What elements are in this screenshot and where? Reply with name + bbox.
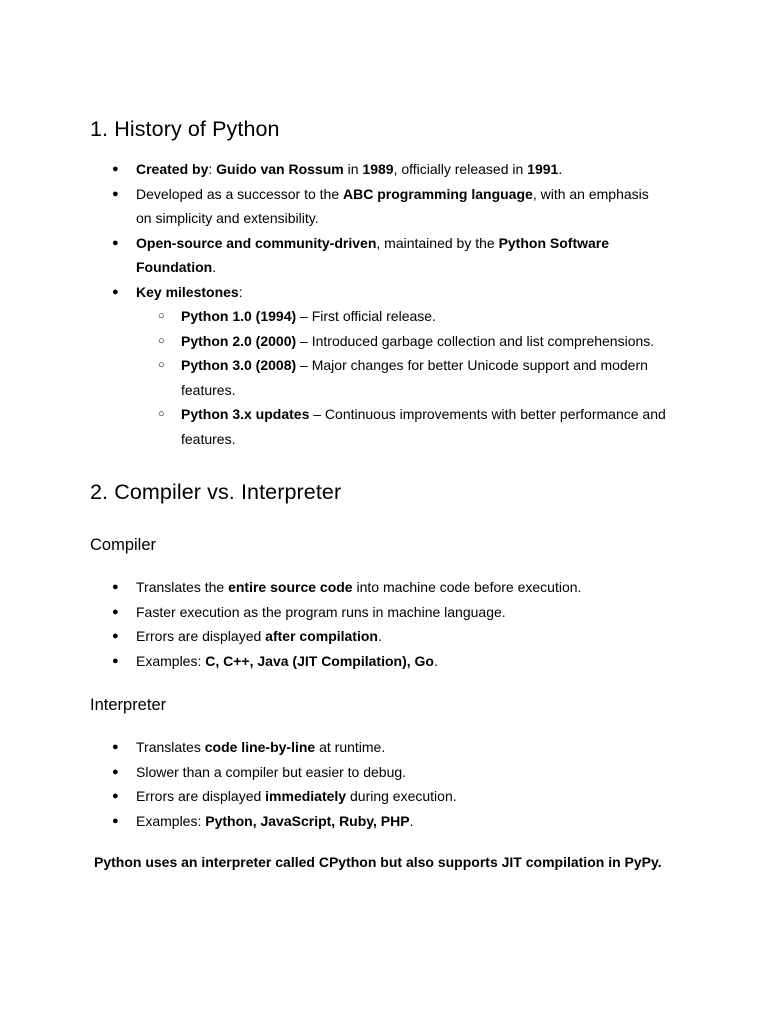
text-run: Translates the bbox=[136, 579, 229, 595]
milestone-item bbox=[136, 402, 668, 451]
bullet-icon: ● bbox=[112, 741, 119, 753]
text-run: – Continuous improvements with better performance and features. bbox=[181, 406, 666, 447]
text-run: . bbox=[433, 652, 438, 669]
text-run: Errors are displayed bbox=[136, 788, 266, 804]
bullet-icon: ● bbox=[112, 163, 119, 175]
compiler-item bbox=[0, 624, 768, 649]
bullet-icon: ○ bbox=[158, 408, 165, 420]
bullet-icon: ● bbox=[112, 654, 119, 667]
text-run: during execution. bbox=[346, 788, 457, 804]
text-run: Developed as a successor to the bbox=[136, 185, 344, 202]
bold-text: Python 2.0 (2000) bbox=[181, 332, 297, 349]
history-list bbox=[0, 157, 768, 451]
interpreter-item bbox=[0, 735, 768, 760]
text-run: : bbox=[238, 283, 243, 300]
compiler-heading: Compiler bbox=[90, 536, 157, 554]
text-run: , officially released in bbox=[393, 161, 528, 177]
compiler-item bbox=[0, 600, 768, 625]
bold-text: Python, JavaScript, Ruby, PHP bbox=[205, 812, 410, 829]
bold-text: Python 3.0 (2008) bbox=[181, 357, 297, 373]
bullet-icon: ○ bbox=[158, 310, 165, 322]
compiler-list bbox=[0, 575, 768, 673]
text-run: into machine code before execution. bbox=[352, 579, 582, 595]
text-run: . bbox=[558, 161, 563, 177]
text-run: Slower than a compiler but easier to debug. bbox=[136, 763, 407, 780]
text-run: , maintained by the bbox=[376, 234, 499, 251]
bold-text: ABC programming language bbox=[343, 185, 533, 202]
history-item bbox=[0, 231, 768, 280]
bold-text: code line-by-line bbox=[204, 739, 316, 755]
text-run: . bbox=[409, 812, 414, 829]
bullet-icon: ● bbox=[112, 187, 119, 200]
text-run: – Major changes for better Unicode support and modern features. bbox=[181, 357, 648, 398]
history-item bbox=[0, 157, 768, 182]
history-item bbox=[0, 182, 768, 231]
bold-text: 1989 bbox=[362, 161, 394, 177]
interpreter-item bbox=[0, 760, 768, 785]
history-item-key-milestones bbox=[0, 280, 768, 452]
bold-text: Python 3.x updates bbox=[181, 406, 310, 422]
bold-text: Guido van Rossum bbox=[216, 161, 344, 177]
text-run: . bbox=[377, 628, 382, 644]
bullet-icon: ○ bbox=[158, 359, 165, 371]
text-run: Examples: bbox=[136, 652, 206, 669]
bullet-icon: ○ bbox=[158, 334, 165, 347]
text-run: at runtime. bbox=[315, 739, 386, 755]
bullet-icon: ● bbox=[112, 765, 119, 778]
interpreter-heading: Interpreter bbox=[90, 696, 167, 714]
text-run: – Introduced garbage collection and list comprehensions. bbox=[296, 332, 655, 349]
text-run: – First official release. bbox=[296, 308, 436, 324]
milestones-sublist bbox=[136, 304, 668, 451]
bullet-icon: ● bbox=[112, 605, 119, 618]
bold-text: 1991 bbox=[527, 161, 559, 177]
bold-text: Key milestones bbox=[136, 283, 239, 300]
text-run: Errors are displayed bbox=[136, 628, 266, 644]
bullet-icon: ● bbox=[112, 236, 119, 249]
bold-text: Created by bbox=[136, 161, 209, 177]
text-run: Translates bbox=[136, 739, 205, 755]
bullet-icon: ● bbox=[112, 285, 119, 298]
bold-text: C, C++, Java (JIT Compilation), Go bbox=[205, 652, 434, 669]
milestone-item bbox=[136, 353, 668, 402]
bold-text: Open-source and community-driven bbox=[136, 234, 377, 251]
interpreter-item bbox=[0, 784, 768, 809]
text-run: Faster execution as the program runs in machine language. bbox=[136, 603, 506, 620]
bullet-icon: ● bbox=[112, 630, 119, 642]
bold-text: entire source code bbox=[228, 579, 353, 595]
bold-text: Python 1.0 (1994) bbox=[181, 308, 297, 324]
compiler-item bbox=[0, 649, 768, 674]
text-run: : bbox=[208, 161, 217, 177]
interpreter-item bbox=[0, 809, 768, 834]
text-run: , with an emphasis on simplicity and extensibility. bbox=[136, 185, 649, 226]
section-2-heading: 2. Compiler vs. Interpreter bbox=[90, 480, 342, 504]
milestone-item bbox=[136, 304, 668, 329]
interpreter-list bbox=[0, 735, 768, 833]
bullet-icon: ● bbox=[112, 581, 119, 593]
bold-text: Python Software Foundation bbox=[136, 234, 610, 275]
bullet-icon: ● bbox=[112, 814, 119, 827]
bullet-icon: ● bbox=[112, 790, 119, 802]
section-1-heading: 1. History of Python bbox=[90, 117, 280, 141]
bold-text: immediately bbox=[265, 788, 347, 804]
text-run: Examples: bbox=[136, 812, 206, 829]
milestone-item bbox=[136, 329, 668, 354]
summary-note: Python uses an interpreter called CPython but also supports JIT compilation in PyPy. bbox=[94, 854, 662, 870]
bold-text: after compilation bbox=[265, 628, 378, 644]
text-run: . bbox=[212, 259, 217, 275]
text-run: in bbox=[343, 161, 363, 177]
compiler-item bbox=[0, 575, 768, 600]
